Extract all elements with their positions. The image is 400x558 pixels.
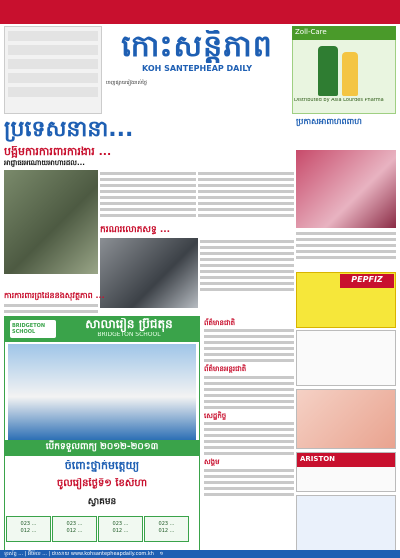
phone-label: 023 ... bbox=[112, 521, 129, 527]
phone-value: 012 ... bbox=[112, 528, 129, 534]
right-story-photo[interactable] bbox=[296, 150, 396, 228]
main-tagline: អាជ្ញាធរអំណោយអាហារដល់... bbox=[4, 160, 85, 167]
top-banner bbox=[0, 0, 400, 24]
page-footer bbox=[0, 550, 400, 558]
section-title[interactable]: ព័ត៌មានជាតិ bbox=[204, 319, 236, 327]
mid-story-body bbox=[200, 240, 294, 306]
masthead-info: ចេញផ្សាយរៀងរាល់ថ្ងៃ bbox=[106, 80, 147, 86]
school-program-line: ចំពោះថ្នាក់មត្តេយ្យ bbox=[64, 460, 140, 472]
school-phone-chip[interactable] bbox=[52, 516, 97, 542]
main-subheadline: បង្អឹមការការពារការងារ ... bbox=[4, 146, 112, 158]
far-right-ads bbox=[296, 330, 396, 552]
right-top-ad-title: Zoll-Care bbox=[292, 26, 396, 40]
teaser-line bbox=[8, 31, 98, 41]
phone-value: 012 ... bbox=[20, 528, 37, 534]
teaser-line bbox=[8, 73, 98, 83]
page-number: ១ bbox=[156, 551, 168, 558]
ad-card[interactable] bbox=[296, 495, 396, 551]
masthead-logo[interactable] bbox=[104, 26, 290, 78]
right-story-body bbox=[296, 232, 396, 268]
phone-value: 012 ... bbox=[158, 528, 175, 534]
school-phone-chip[interactable] bbox=[6, 516, 51, 542]
main-headline[interactable]: ប្រទេសនានា... bbox=[4, 118, 134, 142]
teaser-line bbox=[8, 87, 98, 97]
teaser-line bbox=[8, 59, 98, 69]
school-kids-photo bbox=[8, 344, 196, 440]
logo-khmer: កោះសន្តិភាព bbox=[121, 30, 273, 63]
product-bottle-icon bbox=[318, 46, 338, 96]
footer-text: ទូរស័ព្ទ ... | អ៊ីម៉ែល ... | វេបសាយ www.kohsantepheapdaily.com.kh bbox=[4, 551, 154, 557]
section-body bbox=[204, 469, 294, 496]
phone-label: 023 ... bbox=[158, 521, 175, 527]
main-story-body bbox=[100, 172, 196, 224]
ad-card[interactable] bbox=[296, 389, 396, 449]
pepfiz-logo: PEPFIZ bbox=[340, 274, 394, 288]
section-title[interactable]: សង្គម bbox=[204, 458, 220, 467]
lower-story-title[interactable]: ការការពារព្រំដែននិងសុវត្ថិភាព ... bbox=[4, 292, 105, 300]
product-bottle-icon bbox=[342, 52, 358, 96]
school-start-date: ចូលរៀនថ្ងៃទី១ ខែសីហា bbox=[56, 478, 148, 489]
phone-value: 012 ... bbox=[66, 528, 83, 534]
school-phone-chip[interactable] bbox=[144, 516, 189, 542]
school-logo: BRIDGETON SCHOOL bbox=[10, 320, 56, 338]
masthead-left-teasers bbox=[4, 26, 102, 114]
section-body bbox=[204, 376, 294, 409]
main-story-photo[interactable] bbox=[4, 170, 98, 274]
school-title-khmer: សាលារៀន ប្រ៊ីជតុន bbox=[85, 318, 173, 331]
ariston-ad[interactable] bbox=[296, 452, 396, 492]
logo-english: KOH SANTEPHEAP DAILY bbox=[141, 65, 252, 73]
school-phone-chip[interactable] bbox=[98, 516, 143, 542]
school-phone-list bbox=[6, 516, 198, 546]
section-title[interactable]: សេដ្ឋកិច្ច bbox=[204, 411, 227, 420]
section-body bbox=[204, 422, 294, 455]
main-story-body bbox=[198, 172, 294, 224]
ariston-logo: ARISTON bbox=[297, 453, 395, 467]
phone-label: 023 ... bbox=[66, 521, 83, 527]
mid-story-title[interactable]: ករណីរំលោភសិទ្ធិ ... bbox=[100, 226, 171, 235]
school-title-english: BRIDGETON SCHOOL bbox=[97, 332, 161, 338]
teaser-line bbox=[8, 45, 98, 55]
section-title[interactable]: ព័ត៌មានអន្តរជាតិ bbox=[204, 365, 247, 374]
lower-story-body bbox=[4, 304, 98, 314]
phone-label: 023 ... bbox=[20, 521, 37, 527]
section-body bbox=[204, 329, 294, 362]
right-story-title[interactable]: ប្រកាសអាពាហ៍ពិពាហ៍ bbox=[296, 118, 362, 126]
right-top-ad-footer: Distributed by Asia Lourdes Pharma bbox=[294, 98, 384, 103]
school-welcome: ស្វាគមន៍ bbox=[87, 498, 117, 507]
ad-card[interactable] bbox=[296, 330, 396, 386]
right-text-column bbox=[204, 316, 294, 552]
school-enrollment-band: បើកទទួលពាក្យ ២០១២-២០១៣ bbox=[4, 440, 200, 456]
